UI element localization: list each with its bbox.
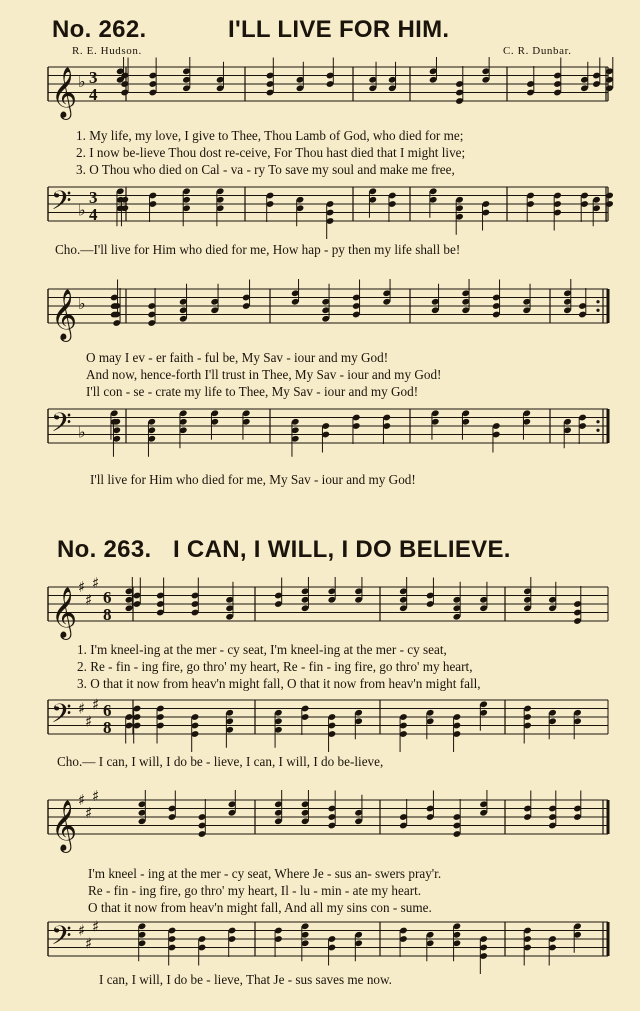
svg-text:♭: ♭ — [78, 72, 86, 91]
staff-263-2-bass — [0, 912, 640, 976]
verse-line: 2. I now be-lieve Thou dost re-ceive, For Thou hast died that I might live; — [76, 145, 466, 160]
hymn-262-composer: R. E. Hudson. — [72, 45, 142, 57]
staff-262-2-treble — [0, 279, 640, 343]
hymn-263-title: I CAN, I WILL, I DO BELIEVE. — [173, 536, 511, 563]
svg-text:♯: ♯ — [78, 791, 86, 809]
svg-text:♭: ♭ — [78, 294, 86, 313]
chorus-line: Cho.— I can, I will, I do be - lieve, I can, I will, I do be-lieve, — [57, 754, 384, 769]
hymn-263-number: No. 263. — [57, 536, 152, 563]
chorus-line: I can, I will, I do be - lieve, That Je - sus saves me now. — [99, 972, 392, 987]
svg-text:♯: ♯ — [85, 934, 93, 953]
verse-line: I'm kneel - ing at the mer - cy seat, Where Je - sus an- swers pray'r. — [88, 866, 442, 881]
svg-text:♯: ♯ — [85, 803, 93, 822]
svg-text:𝄢: 𝄢 — [51, 697, 72, 736]
verse-line: 3. O that it now from heav'n might fall, O that it now from heav'n might fall, — [77, 676, 481, 691]
svg-text:6: 6 — [103, 588, 112, 607]
svg-text:♭: ♭ — [78, 422, 86, 442]
svg-text:♯: ♯ — [92, 790, 100, 805]
svg-text:♯: ♯ — [92, 577, 100, 592]
svg-text:♯: ♯ — [78, 921, 86, 940]
svg-text:6: 6 — [103, 701, 112, 720]
svg-text:4: 4 — [89, 85, 98, 104]
verse-line: Re - fin - ing fire, go thro' my heart, Il - lu - min - ate my heart. — [88, 883, 422, 898]
svg-text:♯: ♯ — [92, 917, 100, 936]
svg-text:8: 8 — [103, 718, 112, 737]
svg-text:4: 4 — [89, 205, 98, 224]
svg-text:3: 3 — [89, 188, 98, 207]
staff-262-1-bass — [0, 177, 640, 241]
svg-text:𝄞: 𝄞 — [51, 800, 78, 851]
staff-263-1-treble — [0, 577, 640, 641]
svg-text:♭: ♭ — [78, 200, 86, 220]
hymn-262-title: I'LL LIVE FOR HIM. — [228, 16, 450, 43]
chorus-line: Cho.—I'll live for Him who died for me, How hap - py then my life shall be! — [55, 242, 461, 257]
svg-text:♯: ♯ — [85, 712, 93, 731]
verse-line: 1. I'm kneel-ing at the mer - cy seat, I'm kneel-ing at the mer - cy seat, — [77, 642, 447, 657]
svg-text:♯: ♯ — [78, 699, 86, 718]
verse-line: O may I ev - er faith - ful be, My Sav - iour and my God! — [86, 350, 389, 365]
staff-262-2-bass — [0, 399, 640, 463]
verse-line: O that it now from heav'n might fall, And all my sins con - sume. — [88, 900, 432, 915]
verse-line: I'll con - se - crate my life to Thee, My Sav - iour and my God! — [86, 384, 419, 399]
hymn-262-author: C. R. Dunbar. — [503, 45, 572, 57]
staff-263-1-bass — [0, 690, 640, 754]
verse-line: 1. My life, my love, I give to Thee, Thou Lamb of God, who died for me; — [76, 128, 464, 143]
verse-line: 3. O Thou who died on Cal - va - ry To save my soul and make me free, — [76, 162, 455, 177]
verse-line: 2. Re - fin - ing fire, go thro' my heart, Re - fin - ing fire, go thro' my heart, — [77, 659, 473, 674]
svg-text:𝄞: 𝄞 — [51, 587, 78, 638]
svg-text:𝄞: 𝄞 — [51, 289, 78, 340]
svg-text:3: 3 — [89, 68, 98, 87]
hymn-262-number: No. 262. — [52, 16, 147, 43]
svg-text:8: 8 — [103, 605, 112, 624]
verse-line: And now, hence-forth I'll trust in Thee, My Sav - iour and my God! — [86, 367, 442, 382]
svg-text:𝄢: 𝄢 — [51, 919, 72, 958]
svg-text:♯: ♯ — [92, 695, 100, 714]
chorus-line: I'll live for Him who died for me, My Sav - iour and my God! — [90, 472, 416, 487]
svg-text:𝄢: 𝄢 — [51, 406, 72, 445]
svg-text:𝄢: 𝄢 — [51, 184, 72, 223]
staff-262-1-treble — [0, 57, 640, 121]
staff-263-2-treble — [0, 790, 640, 854]
svg-text:𝄞: 𝄞 — [51, 67, 78, 118]
svg-text:♯: ♯ — [78, 578, 86, 596]
svg-text:♯: ♯ — [85, 590, 93, 609]
